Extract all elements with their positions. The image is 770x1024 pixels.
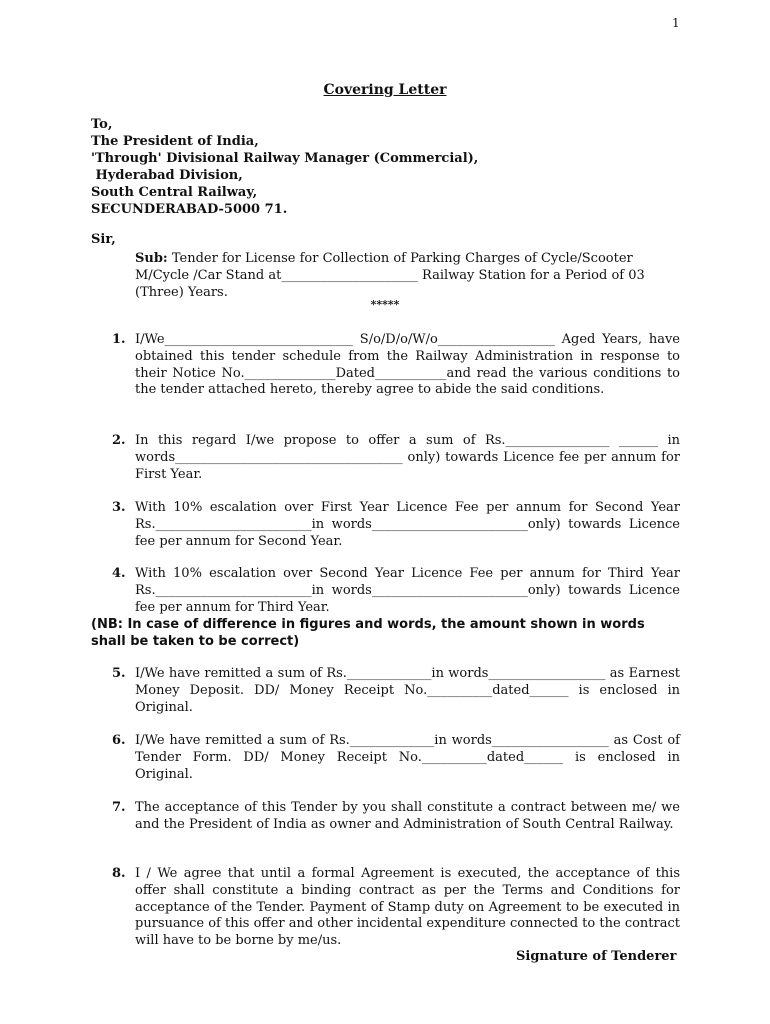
item-number: 8. (112, 866, 126, 881)
item-number: 7. (112, 800, 126, 815)
list-item (112, 866, 680, 950)
list-item (112, 332, 680, 399)
item-text: With 10% escalation over First Year Licence Fee per annum for Second Year Rs.________________________in words________________________only) towards Licence fee per annum for Second Year. (135, 500, 680, 549)
item-text: In this regard I/we propose to offer a sum of Rs.________________ ______ in words___________________________________ only) towards Licence fee per annum for First Year. (135, 433, 680, 482)
item-number: 5. (112, 666, 126, 681)
address-line: 'Through' Divisional Railway Manager (Commercial), (91, 151, 479, 166)
item-text: I/We_____________________________ S/o/D/o/W/o__________________ Aged Years, have obtained this tender schedule from the Railway Administration in response to their Notice No.______________Dated___________and read the various conditions to the tender attached hereto, thereby agree to abide the said conditions. (135, 332, 680, 398)
item-number: 6. (112, 733, 126, 748)
signature-label: Signature of Tenderer (516, 949, 677, 964)
item-number: 4. (112, 566, 126, 581)
list-item (112, 500, 680, 550)
item-text: I/We have remitted a sum of Rs._____________in words__________________ as Earnest Money Deposit. DD/ Money Receipt No.__________dated______ is enclosed in Original. (135, 666, 680, 715)
address-line: South Central Railway, (91, 185, 258, 200)
item-text: The acceptance of this Tender by you shall constitute a contract between me/ we and the President of India as owner and Administration of South Central Railway. (135, 800, 680, 832)
item-number: 3. (112, 500, 126, 515)
page-number: 1 (672, 16, 680, 30)
item-number: 2. (112, 433, 126, 448)
nb-note: (NB: In case of difference in figures and words, the amount shown in words shall be taken to be correct) (91, 617, 645, 649)
list-item (112, 566, 680, 616)
list-item (112, 433, 680, 483)
subject-label: Sub: (135, 251, 168, 266)
item-number: 1. (112, 332, 126, 347)
address-line: The President of India, (91, 134, 259, 149)
address-line: Hyderabad Division, (91, 168, 243, 183)
address-to: To, (91, 117, 113, 132)
separator: ***** (370, 298, 400, 311)
item-text: I/We have remitted a sum of Rs._____________in words__________________ as Cost of Tender Form. DD/ Money Receipt No.__________dated______ is enclosed in Original. (135, 733, 680, 782)
list-item (112, 733, 680, 783)
item-text: With 10% escalation over Second Year Licence Fee per annum for Third Year Rs.________________________in words________________________only) towards Licence fee per annum for Third Year. (135, 566, 680, 615)
recipient-address (91, 116, 478, 218)
address-line: SECUNDERABAD-5000 71. (91, 202, 288, 217)
subject-text: Tender for License for Collection of Parking Charges of Cycle/Scooter M/Cycle /Car Stand at_____________________ Railway Station for a Period of 03 (Three) Years. (135, 251, 645, 300)
item-text: I / We agree that until a formal Agreement is executed, the acceptance of this offer shall constitute a binding contract as per the Terms and Conditions for acceptance of the Tender. Payment of Stamp duty on Agreement to be executed in pursuance of this offer and other incidental expenditure connected to the contract will have to be borne by me/us. (135, 866, 680, 949)
list-item (112, 800, 680, 834)
page-title: Covering Letter (323, 82, 447, 98)
subject-block (135, 250, 675, 301)
list-item (112, 666, 680, 716)
salutation: Sir, (91, 232, 116, 247)
